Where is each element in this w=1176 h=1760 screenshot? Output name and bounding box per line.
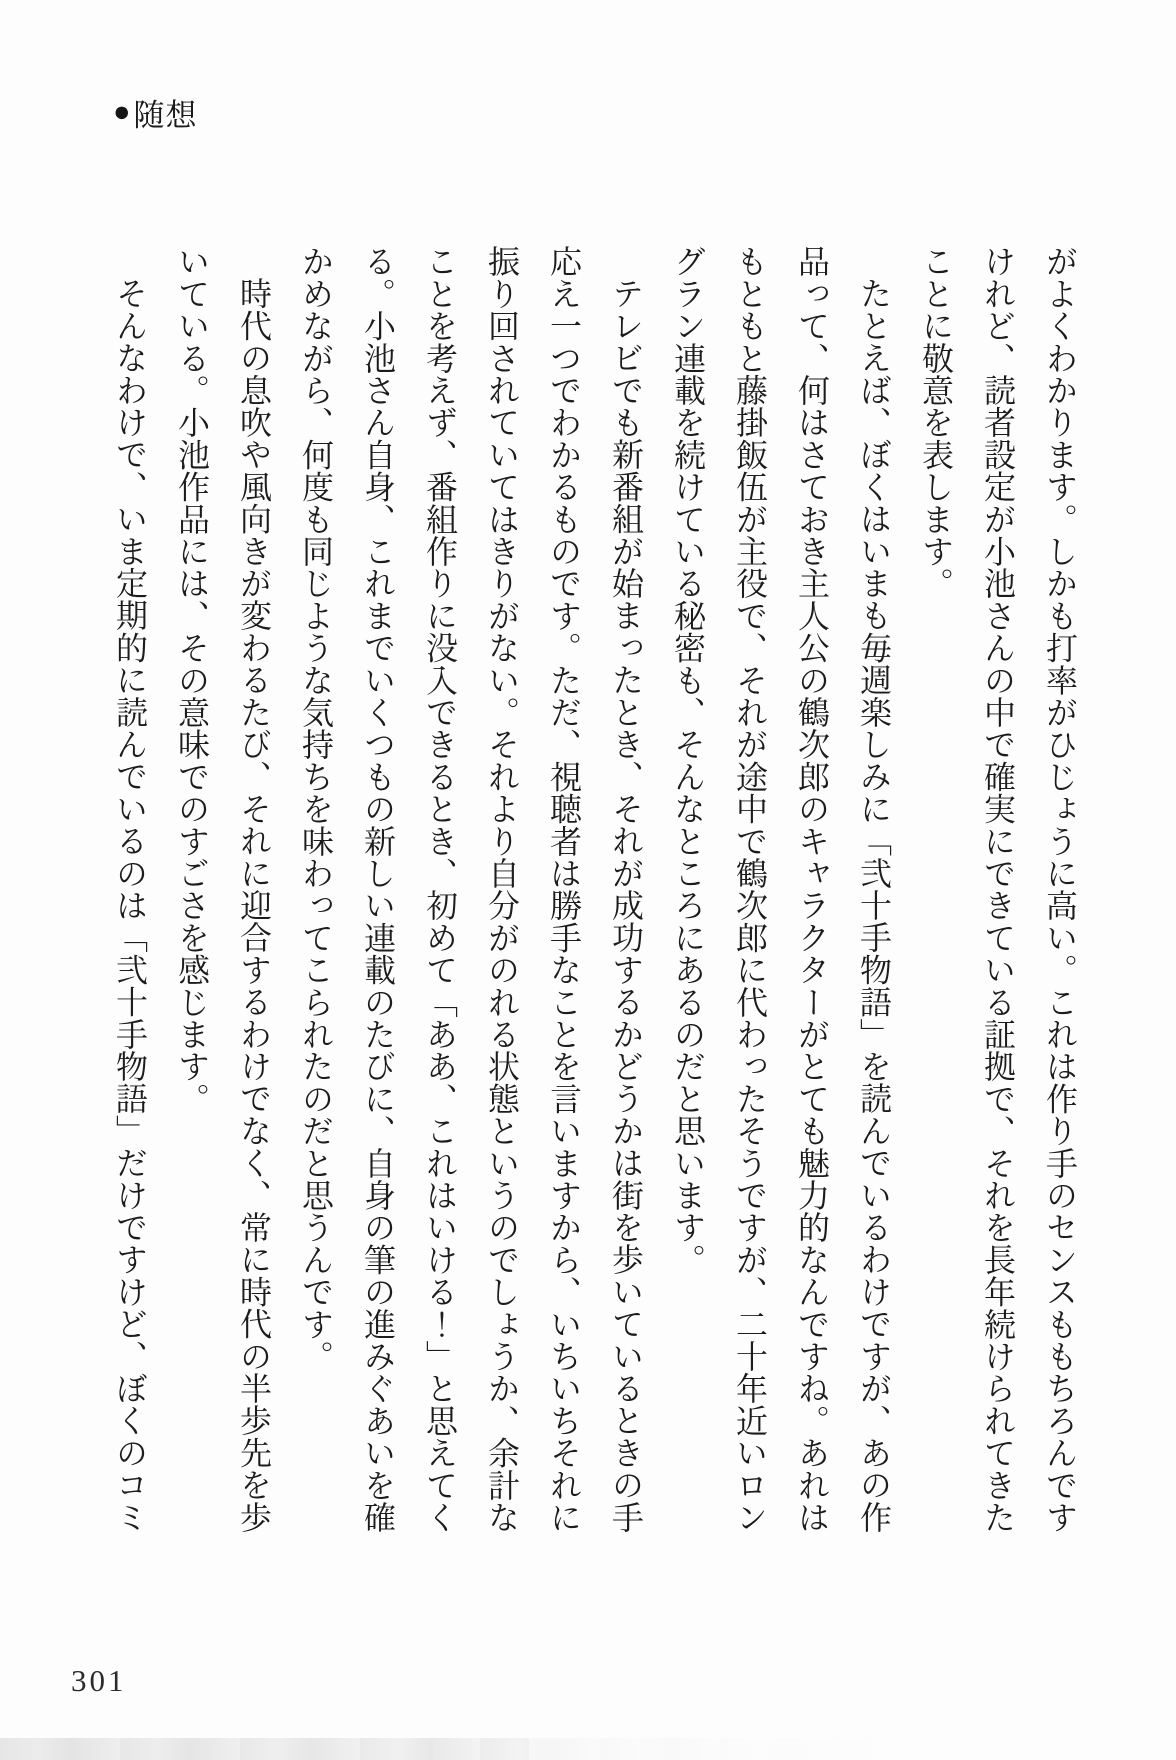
article-paragraph: がよくわかります。しかも打率がひじょうに高い。これは作り手のセンスももちろんですけれど、読者設定が小池さんの中で確実にできている証拠で、それを長年続けられてきたことに敬意を表します。	[918, 245, 1078, 1533]
section-bullet-icon: ●	[113, 96, 132, 128]
article-paragraph: 時代の息吹や風向きが変わるたび、それに迎合するわけでなく、常に時代の半歩先を歩いている。小池作品には、その意味でのすごさを感じます。	[174, 245, 272, 1533]
page-number: 301	[71, 1663, 127, 1698]
scan-artifact-fade	[529, 1738, 1176, 1760]
section-header	[113, 90, 198, 135]
article-paragraph: テレビでも新番組が始まったとき、それが成功するかどうかは街を歩いているときの手応え一つでわかるものです。ただ、視聴者は勝手なことを言いますから、いちいちそれに振り回されていてはきりがない。それより自分がのれる状態というのでしょうか、余計なことを考えず、番組作りに没入できるとき、初めて「ああ、これはいける！」と思えてくる。小池さん自身、これまでいくつもの新しい連載のたびに、自身の筆の進みぐあいを確かめながら、何度も同じような気持ちを味わってこられたのだと思うんです。	[298, 245, 644, 1533]
article-paragraph: たとえば、ぼくはいまも毎週楽しみに「弐十手物語」を読んでいるわけですが、あの作品って、何はさておき主人公の鶴次郎のキャラクターがとても魅力的なんですね。あれはもともと藤掛飯伍が主役で、それが途中で鶴次郎に代わったそうですが、二十年近いロングラン連載を続けている秘密も、そんなところにあるのだと思います。	[670, 245, 892, 1533]
section-title: 随想	[133, 98, 198, 133]
article	[99, 245, 1091, 1537]
article-paragraph: そんなわけで、いま定期的に読んでいるのは「弐十手物語」だけですけど、ぼくのコミ	[112, 277, 148, 1533]
